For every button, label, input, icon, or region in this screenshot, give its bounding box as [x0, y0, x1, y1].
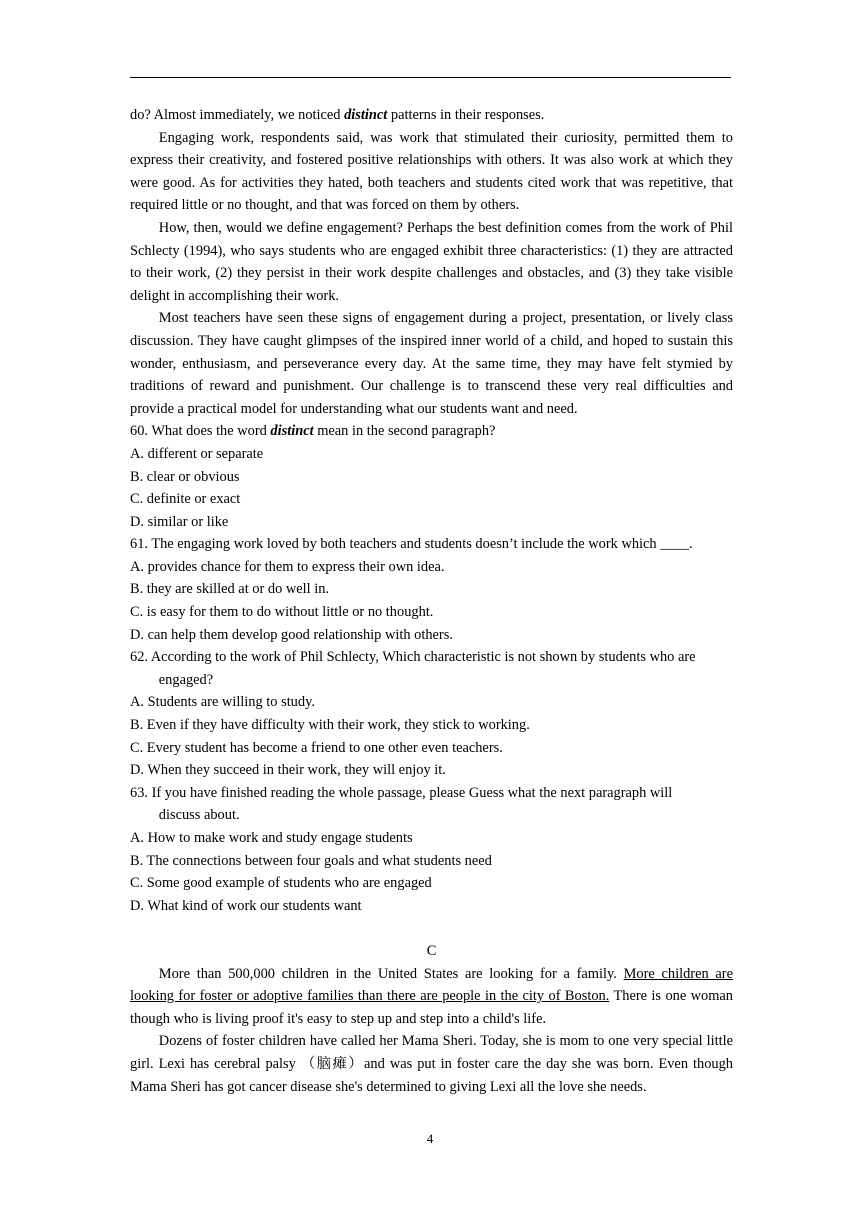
section-c-heading: C — [426, 942, 437, 959]
question-60-option-a: A. different or separate — [130, 445, 264, 462]
question-63-option-c: C. Some good example of students who are engaged — [130, 875, 432, 892]
question-63-stem: 63. If you have finished reading the whole passage, please Guess what the next paragraph will discuss about. — [130, 784, 673, 824]
emphasis-distinct: distinct — [344, 107, 388, 123]
page-content — [130, 104, 733, 1098]
passage-b-paragraph-1: do? Almost immediately, we noticed distinct patterns in their responses. — [130, 107, 545, 123]
question-61-option-d: D. can help them develop good relationship with others. — [130, 626, 453, 643]
question-62-option-a: A. Students are willing to study. — [130, 694, 315, 711]
question-60-stem: 60. What does the word distinct mean in the second paragraph? — [130, 423, 496, 440]
question-61-stem: 61. The engaging work loved by both teachers and students doesn’t include the work which ____. — [130, 536, 693, 553]
question-62-option-b: B. Even if they have difficulty with their work, they stick to working. — [130, 717, 530, 734]
question-60-option-b: B. clear or obvious — [130, 468, 240, 485]
question-62-option-c: C. Every student has become a friend to one other even teachers. — [130, 739, 503, 756]
header-rule — [130, 77, 731, 78]
question-60-option-c: C. definite or exact — [130, 491, 241, 508]
question-61-option-b: B. they are skilled at or do well in. — [130, 581, 330, 598]
question-60-option-d: D. similar or like — [130, 513, 229, 530]
section-c-paragraph-2: Dozens of foster children have called her Mama Sheri. Today, she is mom to one very special little girl. Lexi has cerebral palsy （脑瘫）and was put in foster care the day she was born. Even though Mama Sheri has got cancer disease she's determined to giving Lexi all the love she needs. — [130, 1033, 733, 1095]
question-62-stem: 62. According to the work of Phil Schlecty, Which characteristic is not shown by students who are engaged? — [130, 649, 696, 688]
passage-b-paragraph-2: Engaging work, respondents said, was work that stimulated their curiosity, permitted them to express their creativity, and fostered positive relationships with others. It was also work at which they were good. As for activities they hated, both teachers and students cited work that was repetitive, that required little or no thought, and that was forced on them by others. — [130, 129, 733, 214]
question-61-option-c: C. is easy for them to do without little or no thought. — [130, 604, 434, 621]
passage-b-paragraph-4: Most teachers have seen these signs of engagement during a project, presentation, or lively class discussion. They have caught glimpses of the inspired inner world of a child, and hoped to sustain this wonder, enthusiasm, and perseverance every day. At the same time, they may have felt stymied by traditions of reward and punishment. Our challenge is to transcend these very real difficulties and provide a practical model for understanding what our students want and need. — [130, 310, 733, 417]
spacer — [130, 917, 733, 940]
passage-b-paragraph-3: How, then, would we define engagement? Perhaps the best definition comes from the work of Phil Schlecty (1994), who says students who are engaged exhibit three characteristics: (1) they are attracted to their work, (2) they persist in their work despite challenges and obstacles, and (3) they take visible delight in accomplishing their work. — [130, 219, 733, 304]
section-c-paragraph-1: More than 500,000 children in the United States are looking for a family. More children are looking for foster or adoptive families than there are people in the city of Boston. There is one woman though who is living proof it's easy to step up and step into a child's life. — [130, 965, 733, 1027]
question-61-option-a: A. provides chance for them to express their own idea. — [130, 558, 445, 575]
question-63-option-a: A. How to make work and study engage students — [130, 830, 413, 846]
emphasis-distinct: distinct — [270, 423, 314, 440]
question-63-option-b: B. The connections between four goals and what students need — [130, 852, 492, 869]
question-62-option-d: D. When they succeed in their work, they will enjoy it. — [130, 762, 446, 779]
underlined-sentence: More children are looking for foster or adoptive families than there are people in the city of Boston. — [130, 965, 733, 1005]
page-number: 4 — [426, 1131, 434, 1146]
question-63-option-d: D. What kind of work our students want — [130, 897, 362, 914]
